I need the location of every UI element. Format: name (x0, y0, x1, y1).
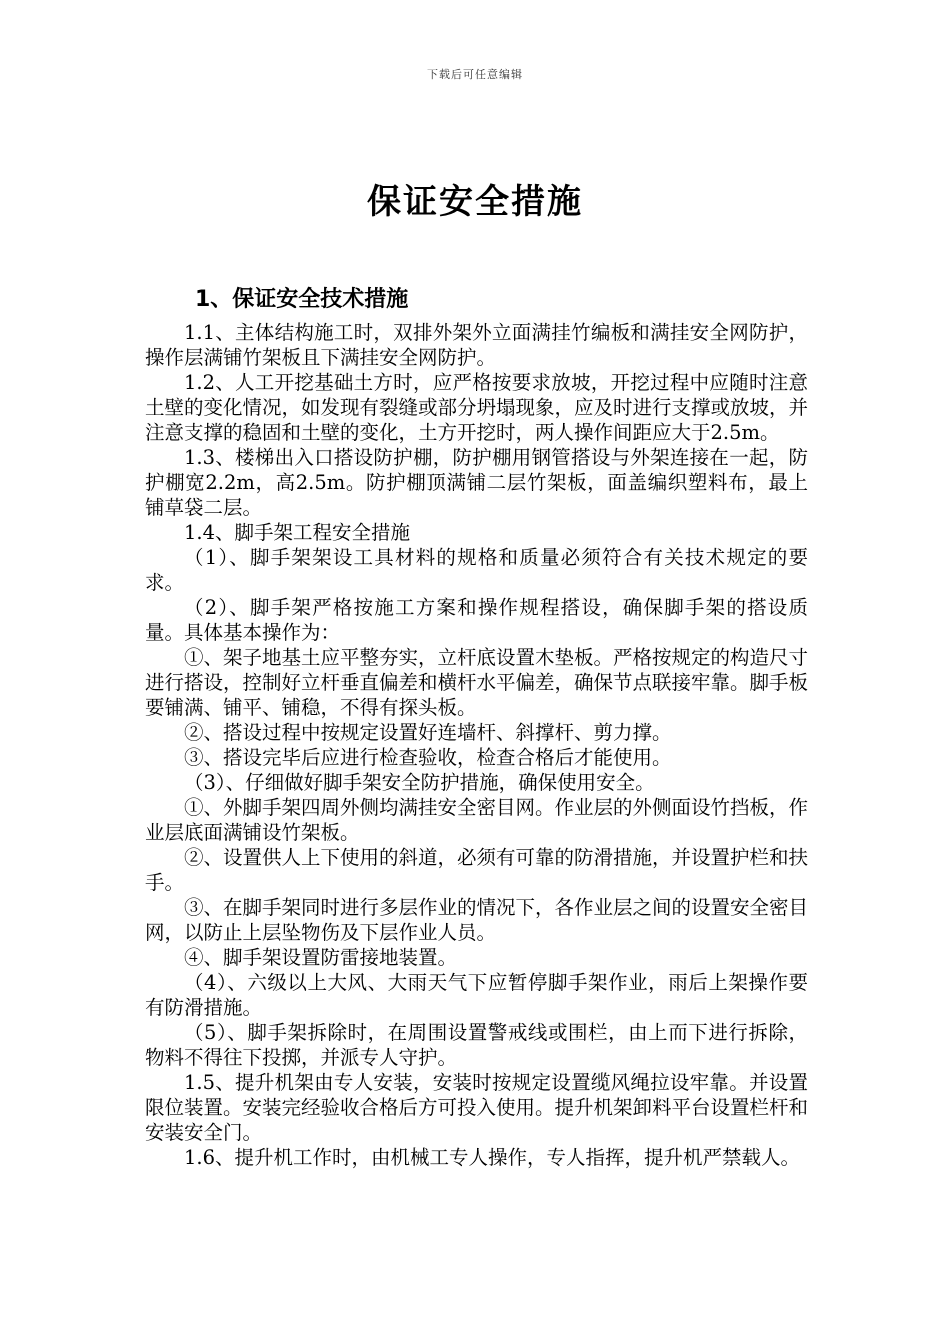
paragraph-item-3-sub-3: ③、在脚手架同时进行多层作业的情况下，各作业层之间的设置安全密目网，以防止上层坠物伤及下层作业人员。 (145, 896, 809, 944)
header-note: 下载后可任意编辑 (427, 68, 523, 81)
paragraph-1-2: 1.2、人工开挖基础土方时，应严格按要求放坡，开挖过程中应随时注意土壁的变化情况，如发现有裂缝或部分坍塌现象，应及时进行支撑或放坡，并注意支撑的稳固和土壁的变化，土方开挖时，两人操作间距应大于2.5m。 (145, 371, 809, 444)
paragraph-item-3-sub-1: ①、外脚手架四周外侧均满挂安全密目网。作业层的外侧面设竹挡板，作业层底面满铺设竹架板。 (145, 796, 809, 844)
paragraph-item-3: （3）、仔细做好脚手架安全防护措施，确保使用安全。 (184, 771, 655, 794)
document-title: 保证安全措施 (367, 182, 583, 222)
paragraph-item-2-sub-1: ①、架子地基土应平整夯实，立杆底设置木垫板。严格按规定的构造尺寸进行搭设，控制好立杆垂直偏差和横杆水平偏差，确保节点联接牢靠。脚手板要铺满、铺平、铺稳，不得有探头板。 (145, 646, 809, 719)
paragraph-item-2-sub-2: ②、搭设过程中按规定设置好连墙杆、斜撑杆、剪力撑。 (184, 721, 672, 744)
paragraph-1-6: 1.6、提升机工作时，由机械工专人操作，专人指挥，提升机严禁载人。 (184, 1146, 801, 1169)
paragraph-item-3-sub-2: ②、设置供人上下使用的斜道，必须有可靠的防滑措施，并设置护栏和扶手。 (145, 846, 809, 894)
paragraph-1-5: 1.5、提升机架由专人安装，安装时按规定设置缆风绳拉设牢靠。并设置限位装置。安装完经验收合格后方可投入使用。提升机架卸料平台设置栏杆和安装安全门。 (145, 1071, 809, 1144)
document-body (145, 320, 808, 1170)
paragraph-item-1: （1）、脚手架架设工具材料的规格和质量必须符合有关技术规定的要求。 (145, 546, 808, 594)
paragraph-item-5: （5）、脚手架拆除时，在周围设置警戒线或围栏，由上而下进行拆除，物料不得往下投掷，并派专人守护。 (145, 1021, 808, 1069)
paragraph-1-1: 1.1、主体结构施工时，双排外架外立面满挂竹编板和满挂安全网防护，操作层满铺竹架板且下满挂安全网防护。 (145, 321, 808, 369)
section-heading: 1、保证安全技术措施 (195, 287, 409, 312)
paragraph-item-4: （4）、六级以上大风、大雨天气下应暂停脚手架作业，雨后上架操作要有防滑措施。 (145, 971, 808, 1019)
paragraph-item-2-sub-3: ③、搭设完毕后应进行检查验收，检查合格后才能使用。 (184, 746, 672, 769)
paragraph-item-3-sub-4: ④、脚手架设置防雷接地装置。 (184, 946, 458, 969)
paragraph-1-4-heading: 1.4、脚手架工程安全措施 (184, 521, 411, 544)
paragraph-1-3: 1.3、楼梯出入口搭设防护棚，防护棚用钢管搭设与外架连接在一起，防护棚宽2.2m，高2.5m。防护棚顶满铺二层竹架板，面盖编织塑料布，最上铺草袋二层。 (145, 446, 808, 519)
paragraph-item-2: （2）、脚手架严格按施工方案和操作规程搭设，确保脚手架的搭设质量。具体基本操作为： (145, 596, 808, 644)
